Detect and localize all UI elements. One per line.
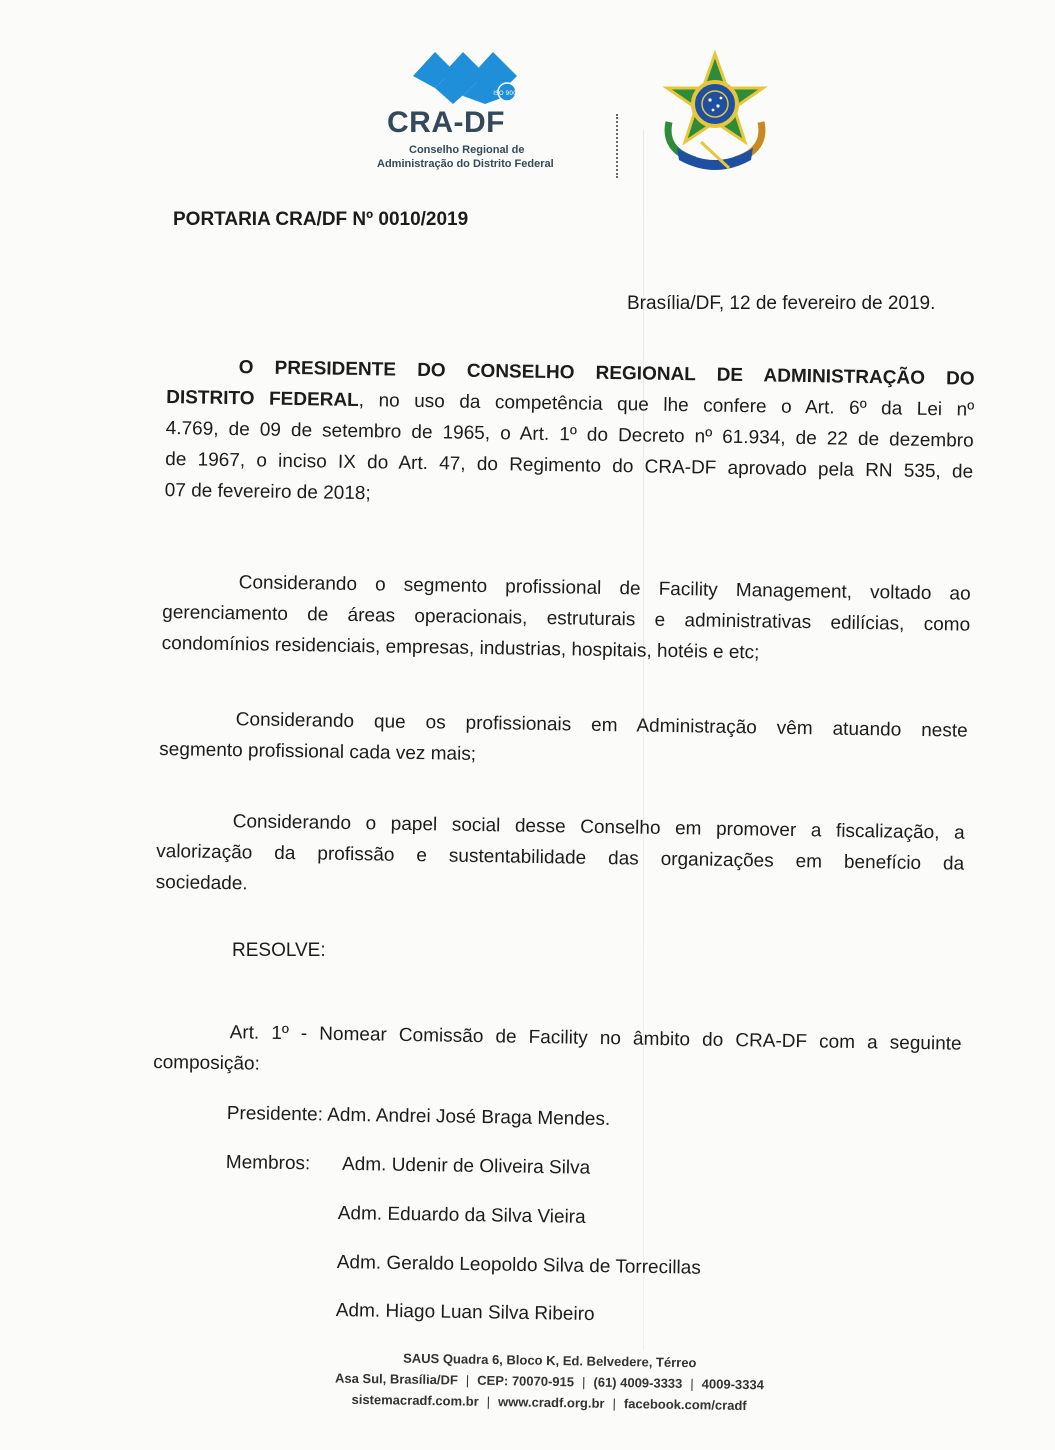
considerando-1-line-2: gerenciamento de áreas operacionais, estruturais e administrativas edilícias, como: [162, 601, 971, 636]
article-1-paragraph: [153, 1010, 962, 1085]
article-1-line-2: composição:: [153, 1051, 260, 1075]
article-1-line-1: Art. 1º - Nomear Comissão de Facility no âmbito do CRA-DF com a seguinte: [229, 1022, 962, 1055]
member-row: [336, 1300, 595, 1326]
considerando-paragraph-3: [156, 803, 965, 909]
considerando-3-line-2: valorização da profissão e sustentabilidade das organizações em benefício da: [156, 840, 965, 875]
president-name: Adm. Andrei José Braga Mendes.: [327, 1104, 611, 1131]
footer-site-2[interactable]: www.cradf.org.br: [497, 1394, 605, 1411]
members-label: Membros:: [225, 1152, 311, 1175]
preamble-bold-lead-2: DISTRITO FEDERAL: [166, 386, 359, 412]
header-divider: [616, 114, 620, 178]
org-acronym: CRA-DF: [387, 106, 505, 139]
footer-links-line: sistemacradf.com.br | www.cradf.org.br | facebook.com/cradf: [351, 1391, 747, 1414]
member-name: Adm. Geraldo Leopoldo Silva de Torrecillas: [336, 1252, 701, 1279]
member-row: [337, 1252, 701, 1280]
considerando-3-line-3: sociedade.: [155, 871, 248, 895]
brazil-coat-of-arms-icon: [655, 50, 775, 175]
considerando-3-line-1: Considerando o papel social desse Conselho em promover a fiscalização, a: [232, 811, 965, 844]
president-label: Presidente:: [226, 1103, 324, 1126]
members-row: [226, 1152, 591, 1180]
footer-cep: CEP: 70070-915: [477, 1372, 575, 1390]
considerando-1-line-1: Considerando o segmento profissional de Facility Management, voltado ao: [238, 572, 971, 605]
cra-df-logo-icon: [413, 48, 525, 104]
member-name: Adm. Eduardo da Silva Vieira: [337, 1203, 586, 1228]
page-footer: [299, 1346, 800, 1417]
preamble-paragraph: [165, 348, 975, 516]
member-row: [338, 1203, 586, 1229]
considerando-2-line-2: segmento profissional cada vez mais;: [159, 738, 477, 765]
preamble-line-4: de 1967, o inciso IX do Art. 47, do Regimento do CRA-DF aprovado pela RN 535, de: [165, 448, 974, 483]
member-name: Adm. Hiago Luan Silva Ribeiro: [335, 1300, 595, 1326]
footer-contact-line: Asa Sul, Brasília/DF | CEP: 70070-915 | (61) 4009-3333 | 4009-3334: [334, 1370, 765, 1393]
preamble-bold-lead-1: O PRESIDENTE DO CONSELHO REGIONAL DE ADMINISTRAÇÃO DO: [238, 357, 975, 390]
org-name-line1: Conselho Regional de: [409, 144, 525, 156]
footer-site-1: sistemacradf.com.br: [351, 1391, 479, 1409]
page-title: PORTARIA CRA/DF Nº 0010/2019: [173, 209, 469, 230]
member-name: Adm. Udenir de Oliveira Silva: [341, 1153, 591, 1179]
footer-address: SAUS Quadra 6, Bloco K, Ed. Belvedere, Térreo: [403, 1350, 697, 1371]
org-name-line2: Administração do Distrito Federal: [377, 158, 554, 170]
document-date: Brasília/DF, 12 de fevereiro de 2019.: [627, 293, 936, 314]
letterhead: [325, 40, 785, 180]
considerando-paragraph-1: [162, 563, 971, 669]
preamble-line-5: 07 de fevereiro de 2018;: [164, 479, 371, 505]
footer-phone-1: (61) 4009-3333: [593, 1374, 683, 1392]
president-row: [227, 1103, 611, 1131]
considerando-1-line-3: condomínios residenciais, empresas, industrias, hospitais, hotéis e etc;: [161, 632, 760, 664]
footer-social[interactable]: facebook.com/cradf: [623, 1396, 747, 1414]
preamble-line-3: 4.769, de 09 de setembro de 1965, o Art. 1º do Decreto nº 61.934, de 22 de dezembro: [165, 417, 974, 452]
considerando-paragraph-2: [159, 703, 968, 778]
iso-badge: ISO 9001: [493, 90, 521, 97]
considerando-2-line-1: Considerando que os profissionais em Administração vêm atuando neste: [235, 709, 968, 742]
resolve-heading: RESOLVE:: [232, 940, 326, 961]
footer-phone-2: 4009-3334: [701, 1376, 765, 1393]
preamble-rest-1: , no uso da competência que lhe confere o Art. 6º da Lei nº: [358, 390, 975, 421]
footer-city: Asa Sul, Brasília/DF: [334, 1370, 458, 1388]
